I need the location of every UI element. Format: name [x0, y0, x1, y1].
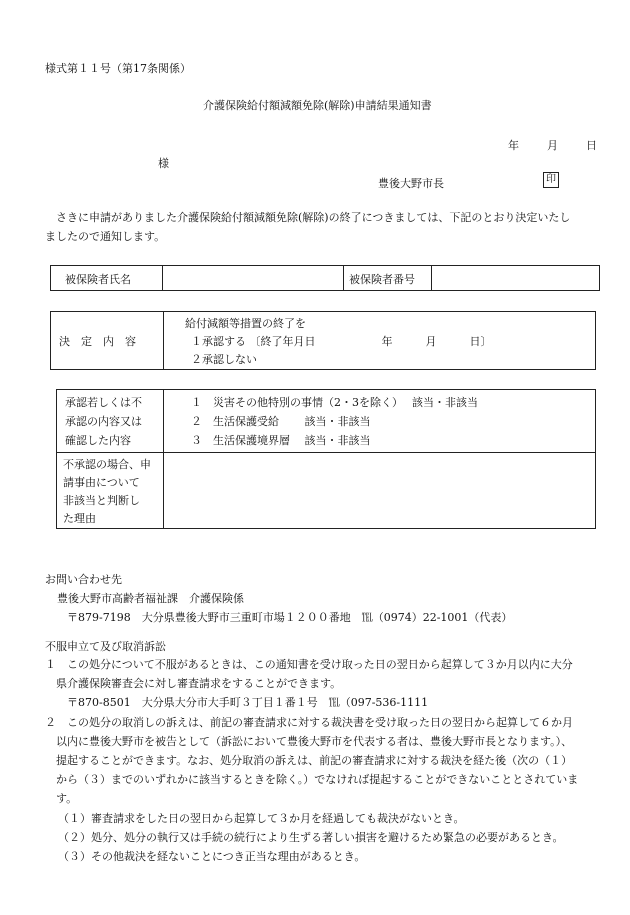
approval-items — [191, 393, 478, 450]
date-year: 年 — [508, 139, 519, 152]
approval-item-1: １ 災害その他特別の事情（2・3を除く） 該当・非該当 — [191, 396, 478, 409]
intro-paragraph — [45, 208, 570, 246]
date-month: 月 — [547, 139, 558, 152]
appeal-sub-item-1: （１）審査請求をした日の翌日から起算して３か月を経過しても裁決がないとき。 — [58, 812, 465, 825]
insured-number-label: 被保険者番号 — [349, 273, 415, 286]
appeal-sub-item-2: （２）処分、処分の執行又は手続の続行により生ずる著しい損害を避けるため緊急の必要があるとき。 — [58, 831, 564, 844]
seal-mark: 印 — [543, 172, 559, 188]
contact-address: 〒879-7198 大分県豊後大野市三重町市場１２００番地 ℡（0974）22-1001（代表） — [67, 611, 513, 624]
decision-line-2: １承認する 〔終了年月日 年 月 日〕 — [191, 335, 492, 348]
form-number: 様式第１１号（第17条関係） — [45, 62, 191, 75]
decision-line-3: ２承認しない — [191, 353, 257, 366]
approval-item-2: ２ 生活保護受給 該当・非該当 — [191, 415, 371, 428]
approval-content-table — [56, 389, 596, 529]
appeal-paragraph-2: ２ この処分の取消しの訴えは、前記の審査請求に対する裁決書を受け取った日の翌日から起算して６か月 以内に豊後大野市を被告として（訴訟において豊後大野市を代表する者は、豊後大野市長となります。）、 提起することができます。なお、処分取消の訴えは、前記の審査請求に対する裁決を経た後（次の（１） から（３）までのいずれかに該当するときを除く。）でなければ提起することができないこととされていま す。 — [45, 716, 579, 805]
intro-line-2: ましたので通知します。 — [45, 230, 166, 243]
insured-name-label: 被保険者氏名 — [65, 273, 131, 286]
approval-content-label: 承認若しくは不 承認の内容又は 確認した内容 — [65, 396, 142, 447]
insured-info-table — [50, 265, 600, 291]
appeal-sub-items — [58, 809, 564, 866]
intro-line-1: さきに申請がありました介護保険給付額減額免除(解除)の終了につきましては、下記のとおり決定いたし — [56, 211, 571, 224]
approval-item-3: ３ 生活保護境界層 該当・非該当 — [191, 434, 371, 447]
contact-department: 豊後大野市高齢者福祉課 介護保険係 — [57, 592, 244, 605]
addressee-suffix: 様 — [158, 157, 169, 170]
decision-label: 決 定 内 容 — [59, 335, 136, 348]
decision-line-1: 給付減額等措置の終了を — [185, 317, 306, 330]
appeal-heading: 不服申立て及び取消訴訟 — [45, 640, 166, 653]
decision-table — [50, 311, 596, 370]
rejection-reason-label: 不承認の場合、申 請事由について 非該当と判断し た理由 — [63, 458, 151, 525]
document-title: 介護保険給付額減額免除(解除)申請結果通知書 — [203, 99, 432, 112]
appeal-paragraph-1: １ この処分について不服があるときは、この通知書を受け取った日の翌日から起算して３か月以内に大分 県介護保険審査会に対し審査請求をすることができます。 〒870-8501 大分県大分市大手町３丁目１番１号 ℡（097-536-1111 — [45, 658, 573, 709]
contact-heading: お問い合わせ先 — [45, 573, 122, 586]
issuer-name: 豊後大野市長 — [378, 177, 444, 190]
date-day: 日 — [586, 139, 597, 152]
appeal-sub-item-3: （３）その他裁決を経ないことにつき正当な理由があるとき。 — [58, 850, 366, 863]
